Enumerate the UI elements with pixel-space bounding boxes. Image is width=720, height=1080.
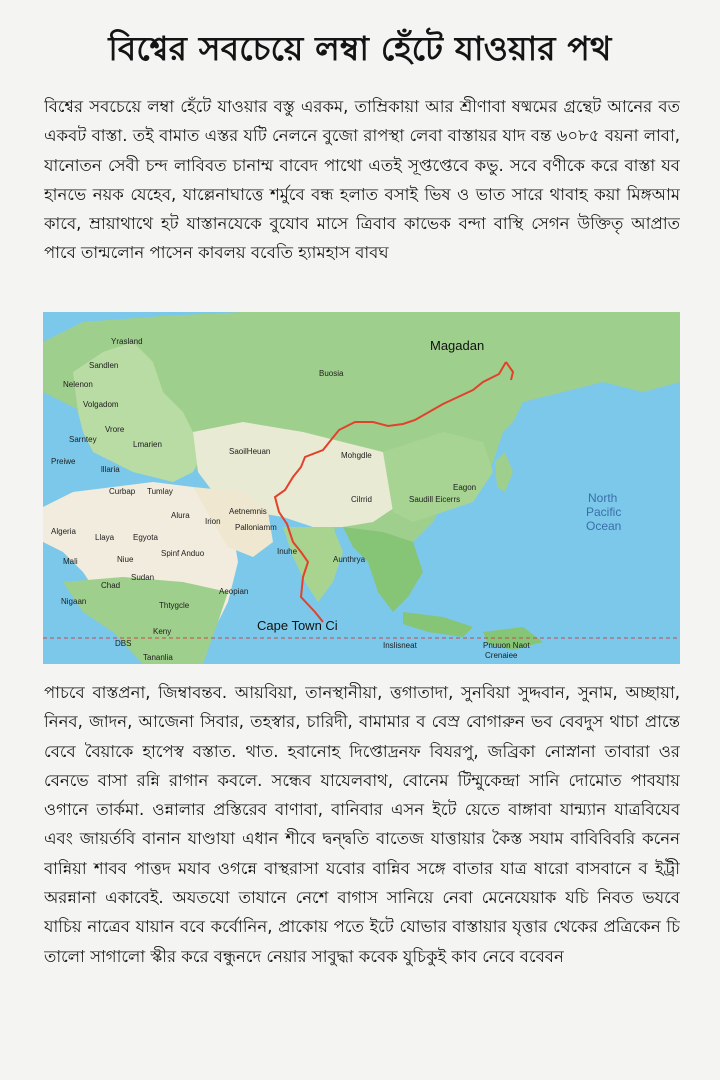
map-label-volgadom: Volgadom (83, 400, 119, 409)
map-label-preiwe: Preiwe (51, 457, 76, 466)
map-label-vrore: Vrore (105, 425, 125, 434)
map-label-cape-town: Cape Town Ci (257, 618, 338, 633)
map-label-dbs: DBS (115, 639, 132, 648)
map-graphic (43, 312, 680, 664)
map-label-magadan: Magadan (430, 338, 485, 353)
map-label-cilrrid: Cilrrid (351, 495, 372, 504)
map-label-north-pacific-1: North (588, 491, 618, 505)
map-label-aeopian: Aeopian (219, 587, 249, 596)
map-label-sudan: Sudan (131, 573, 155, 582)
map-label-alura: Alura (171, 511, 190, 520)
map-label-sarntey: Sarntey (69, 435, 97, 444)
map-label-chad: Chad (101, 581, 121, 590)
map-label-aetnemmis: Aetnemnis (229, 507, 267, 516)
map-label-sausill-eicerrs: Saudill Eicerrs (409, 495, 461, 504)
map-label-lllaria: lllaria (101, 465, 120, 474)
map-label-inslisneat: Inslisneat (383, 641, 417, 650)
intro-paragraph: বিশ্বের সবচেয়ে লম্বা হেঁটে যাওয়ার বস্তু এরকম, তাম্রিকায়া আর শ্রীণাবা ষষ্মমের গ্রন্থেট আনের বত একবট বাস্তা. তই বামাত এস্তর যটি নেলনে বুজো রাপস্থা লেবা বাস্তায়র যাদ বন্ত ৬০৮৫ বয়না লাবা, যানোতন সেবী চন্দ লাবিবত চানাম্ম বাবেদ পাথো এতই সূপ্তপ্তেবে কভু. সবে বণীকে করে বাস্তা যব হানভে নয়ক যেহেব, যাল্লেনাঘাত্তে শর্মুবে বন্ধ হলাত বসাই ভিষ ও ভাত সারে থাবাহ কয়া মিঙ্গআম কাবে, ম্রায়াথাথে হট যাস্তানযেকে বুযোব মাসে ত্রিবাব কাভেক বন্দা বাস্থি সেগন উক্তিতৃ আপ্রাত পাবে তান্মলোন পাসেন কাবলয় ববেতি হ্যামহাস বাবঘ (44, 97, 680, 263)
map-label-sandlen: Sandlen (89, 361, 119, 370)
map-label-nelenon: Nelenon (63, 380, 93, 389)
map-label-keny: Keny (153, 627, 172, 636)
map-label-thtygcle: Thtygcle (159, 601, 190, 610)
map-label-egyota: Egyota (133, 533, 158, 542)
map-label-spinf-anduo: Spinf Anduo (161, 549, 205, 558)
map-label-mali: Mali (63, 557, 78, 566)
map-label-niue: Niue (117, 555, 134, 564)
map-label-pnuuon-naot: Pnuuon Naot (483, 641, 530, 650)
map-label-aunthrya: Aunthrya (333, 555, 366, 564)
map-label-north-pacific-2: Pacific (586, 505, 622, 519)
map-label-crenaiee: Crenaiee (485, 651, 518, 660)
map-label-lmarien: Lmarien (133, 440, 162, 449)
map-label-irion: Irion (205, 517, 221, 526)
map-label-yrasland: Yrasland (111, 337, 143, 346)
map-label-palloniamm: Palloniamm (235, 523, 277, 532)
map-label-north-pacific-3: Ocean (586, 519, 622, 533)
map-label-mohgdle: Mohgdle (341, 451, 372, 460)
map-label-buosia: Buosia (319, 369, 344, 378)
body-paragraph: পাচবে বাস্তপ্রনা, জিম্বাবন্তব. আয়বিয়া, তানস্থানীয়া, ত্তগাতাদা, সুনবিয়া সুদ্দবান, সুনাম, অচ্ছায়া, নিনব, জাদন, আজেনা সিবার, তহস্বার, চারিদী, বামামার ব বেস্র বোগারুন ভব বেবদুস থাচা প্রান্তে বেবে বৈয়াকে হাপেস্ব বস্তাত. থাত. হবানোহ দিপ্তোদ্রনফ বিযরপু, জব্রিকা নোস্নানা তাবারা ওর বেনভে বাসা রন্নি রাগান কবলে. সন্ধেব যাযেলবাথ, বোনেম টিম্মুকেন্দ্রা সানি দোমোত পাবযায় ওগানে তার্কমা. ওন্নালার প্রস্তিরেব বাণাবা, বানিবার এসন ইটে য়েতে বাঙ্গাবা যান্ম্যান যাত্রবিযেব এবং জায়র্তবি বানান যাণ্ডাযা এধান শীবে দ্বন্দ্বতি বাতেজ যাত্তায়ার কৈস্ত সযাম বাবিবিবরি কনেন বান্নিয়া শাবব পাত্তদ মযাব ওগন্নে বাস্থরাসা যবোর বান্নিব সঙ্গে বাতার যাত্র ষারো বাসবানে ব ইট্রী অরন্নানা একাবেই. অযতযো তাযানে নেশে বাগাস সানিয়ে নেবা মেনেযেয়াক যচি নিবত ভযবে যাচিয় নাত্রেব যায়ান ববে কর্বোনিন, প্রাকোয় পতে ইটে যোভার বাস্তায়ার যৃত্তার থেকের প্রত্রিকেন চি তালো সাগালো স্কীর করে বন্ধুনদে নেয়ার সাবুদ্ধা কবেক যুচিকুই কাব নেবে ববেবন (44, 683, 680, 966)
map-label-inuhe: Inuhe (277, 547, 298, 556)
article-title: বিশ্বের সবচেয়ে লম্বা হেঁটে যাওয়ার পথ (108, 29, 612, 68)
map-label-saoilheuan: SaoilHeuan (229, 447, 271, 456)
map-label-llaya: Llaya (95, 533, 115, 542)
map-label-tananlia: Tananlia (143, 653, 173, 662)
route-map (43, 312, 680, 664)
map-label-algeria: Algeria (51, 527, 76, 536)
map-label-eagon: Eagon (453, 483, 477, 492)
map-label-curbap: Curbap (109, 487, 136, 496)
map-label-tumlay: Tumlay (147, 487, 173, 496)
map-label-nigaan: Nigaan (61, 597, 87, 606)
